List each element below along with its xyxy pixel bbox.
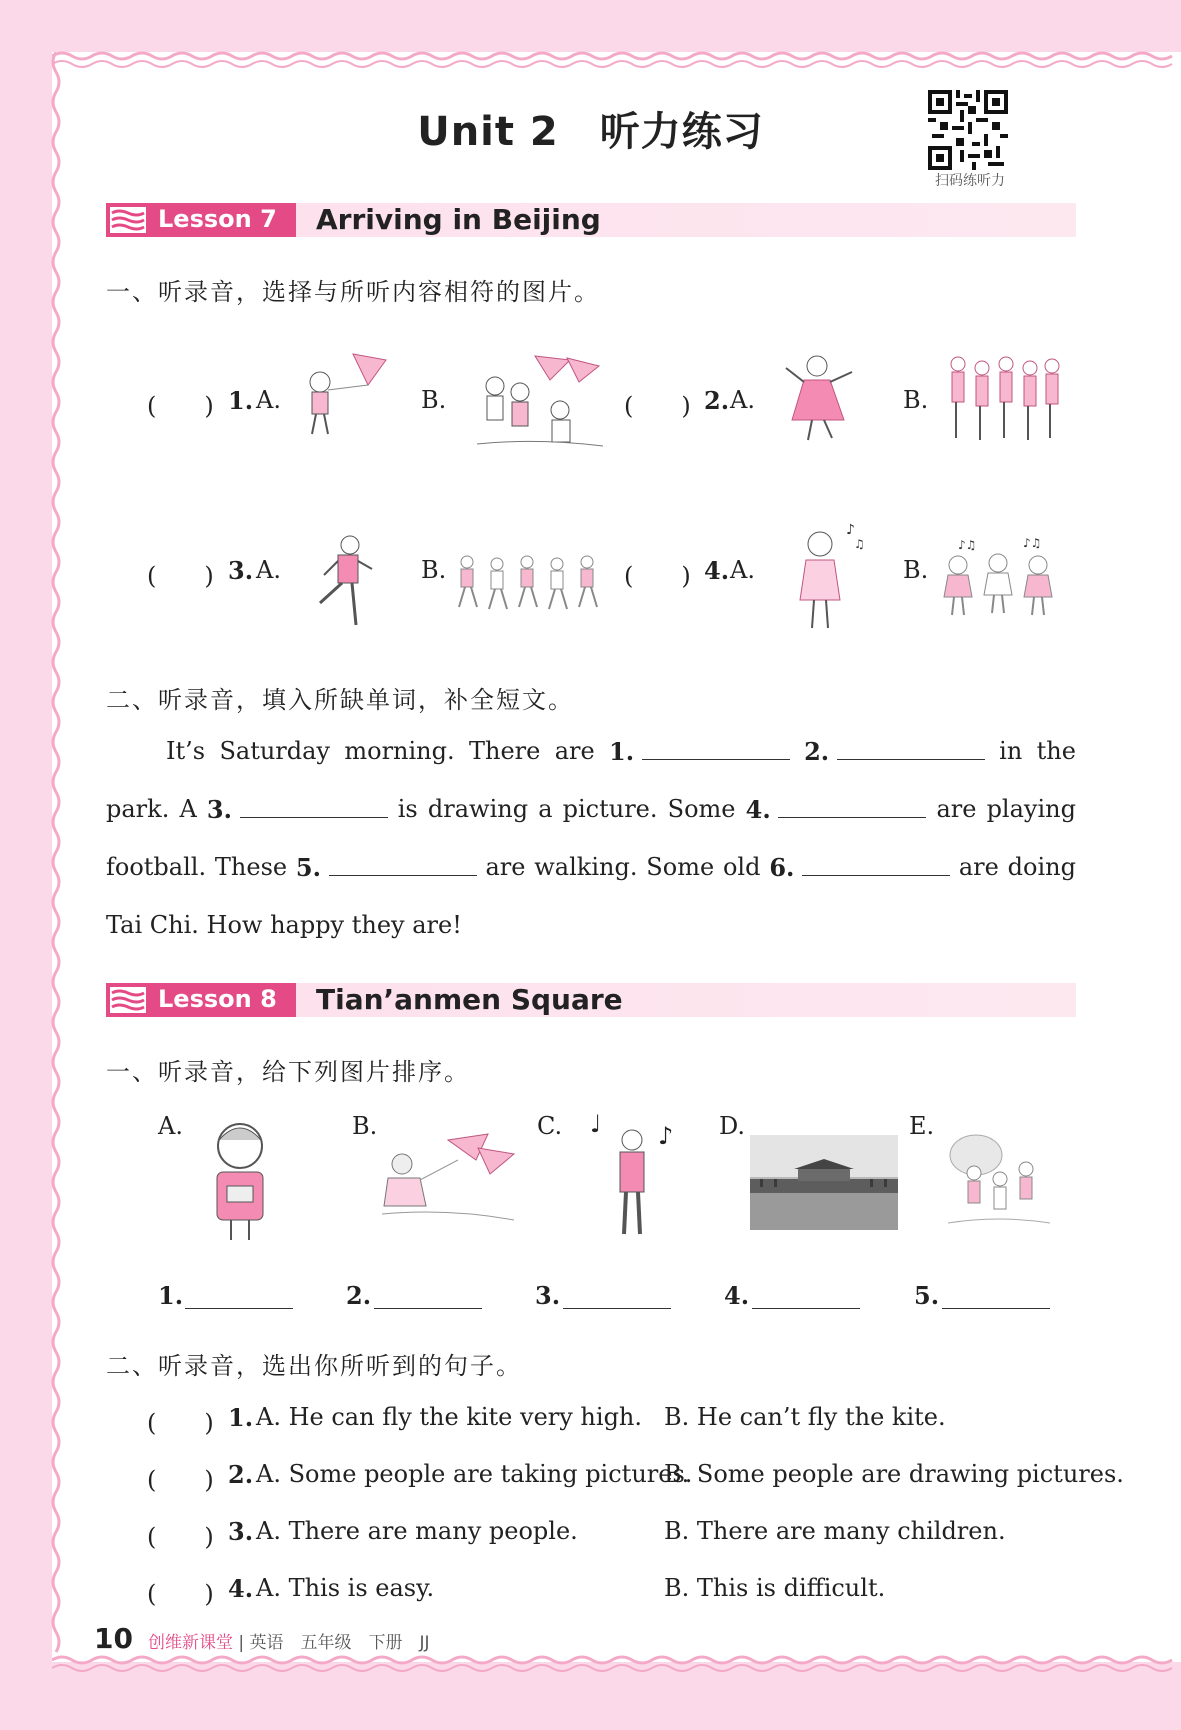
blank-6-number: 6.: [769, 853, 795, 882]
l7-q4-a: A.: [730, 556, 755, 584]
svg-text:♩: ♩: [590, 1110, 602, 1138]
l8-q1-num: 1.: [228, 1403, 254, 1432]
footer-details: 英语 五年级 下册 JJ: [249, 1633, 430, 1653]
picture-label-b: B.: [352, 1112, 378, 1140]
lesson-7-badge: [106, 203, 296, 237]
l7-q3-a: A.: [256, 556, 281, 584]
word: are: [958, 853, 999, 881]
word: picture.: [562, 795, 658, 823]
lesson-7-section-2-heading: 二、听录音，填入所缺单词，补全短文。: [106, 686, 574, 714]
l7-q2-paren[interactable]: ( ): [624, 392, 691, 420]
wave-stripes-icon: [110, 987, 146, 1013]
word: doing: [1007, 853, 1076, 881]
girl-singing-illustration: [784, 520, 869, 635]
footer-brand: 创维新课堂: [148, 1633, 233, 1653]
qr-caption: 扫码练听力: [935, 173, 1005, 189]
picture-label-e: E.: [909, 1112, 935, 1140]
blank-2[interactable]: [837, 735, 985, 760]
l8-q2-paren[interactable]: ( ): [147, 1466, 214, 1494]
svg-text:♪♫: ♪♫: [1023, 536, 1042, 550]
l7-q2-b: B.: [903, 386, 929, 414]
order-2-number: 2.: [346, 1281, 372, 1310]
kite-flying-scene-illustration: [378, 1130, 518, 1225]
word: Some: [667, 795, 736, 823]
word: old: [722, 853, 761, 881]
l8-q4-num: 4.: [228, 1574, 254, 1603]
people-taking-photos-illustration: [944, 1133, 1054, 1233]
lesson-8-badge: [106, 983, 296, 1017]
word: playing: [986, 795, 1076, 823]
blank-6[interactable]: [802, 851, 950, 876]
l7-q2-a: A.: [730, 386, 755, 414]
svg-text:♫: ♫: [854, 537, 865, 551]
passage-line-3: [106, 839, 1076, 897]
word: A: [179, 795, 197, 823]
l7-q1-paren[interactable]: ( ): [147, 392, 214, 420]
order-blank-1[interactable]: [185, 1286, 293, 1309]
lesson-7-label: Lesson 7: [158, 205, 277, 233]
l8-q2-num: 2.: [228, 1460, 254, 1489]
lesson-8-title: Tian’anmen Square: [316, 983, 623, 1016]
lesson-8-label: Lesson 8: [158, 985, 277, 1013]
footer-divider: |: [238, 1633, 245, 1653]
word: football.: [106, 853, 207, 881]
word: drawing: [427, 795, 529, 823]
blank-1-number: 1.: [609, 737, 635, 766]
l7-q4-num: 4.: [704, 556, 730, 585]
boy-running-illustration: [310, 533, 380, 633]
l7-q1-a: A.: [256, 386, 281, 414]
lesson-8-header: [106, 983, 1076, 1017]
word: the: [1036, 737, 1076, 765]
boy-flying-kite-illustration: [298, 350, 393, 440]
l8-q2-option-b[interactable]: B. Some people are drawing pictures.: [664, 1460, 1124, 1488]
word: are: [485, 853, 526, 881]
svg-text:♪: ♪: [846, 522, 855, 538]
word: a: [538, 795, 553, 823]
word: is: [397, 795, 418, 823]
l8-q4-option-a[interactable]: A. This is easy.: [256, 1574, 435, 1602]
l7-q3-paren[interactable]: ( ): [147, 562, 214, 590]
page-title: Unit 2 听力练习: [417, 109, 764, 155]
page-number: 10: [94, 1622, 133, 1655]
word: in: [999, 737, 1023, 765]
blank-4[interactable]: [778, 793, 926, 818]
tiananmen-photo: [750, 1135, 898, 1230]
l7-q1-num: 1.: [228, 386, 254, 415]
wavy-border-top: [52, 48, 1181, 72]
picture-label-a: A.: [158, 1112, 183, 1140]
l8-q3-option-b[interactable]: B. There are many children.: [664, 1517, 1006, 1545]
blank-2-number: 2.: [804, 737, 830, 766]
children-running-illustration: [455, 552, 615, 617]
lesson-7-section-1-heading: 一、听录音，选择与所听内容相符的图片。: [106, 278, 600, 306]
blank-3-number: 3.: [206, 795, 232, 824]
blank-1[interactable]: [642, 735, 790, 760]
children-flying-kites-illustration: [475, 352, 605, 452]
l8-q1-paren[interactable]: ( ): [147, 1409, 214, 1437]
picture-label-c: C.: [537, 1112, 563, 1140]
l8-q1-option-a[interactable]: A. He can fly the kite very high.: [256, 1403, 643, 1431]
blank-5[interactable]: [329, 851, 477, 876]
order-blank-5[interactable]: [942, 1286, 1050, 1309]
l8-q2-option-a[interactable]: A. Some people are taking pictures.: [256, 1460, 693, 1488]
l8-q4-option-b[interactable]: B. This is difficult.: [664, 1574, 886, 1602]
l8-q3-option-a[interactable]: A. There are many people.: [256, 1517, 578, 1545]
wavy-border-left: [48, 52, 70, 1662]
man-singing-illustration: [588, 1110, 678, 1245]
footer-info: [148, 1628, 430, 1653]
lesson-7-header: [106, 203, 1076, 237]
lesson-8-section-1-heading: 一、听录音，给下列图片排序。: [106, 1058, 470, 1086]
girl-dancing-illustration: [782, 350, 862, 445]
svg-text:♪: ♪: [658, 1122, 674, 1150]
word: park.: [106, 795, 170, 823]
order-3-number: 3.: [535, 1281, 561, 1310]
order-blank-4[interactable]: [752, 1286, 860, 1309]
word: morning.: [344, 737, 455, 765]
l7-q3-num: 3.: [228, 556, 254, 585]
word: Saturday: [219, 737, 330, 765]
l7-q2-num: 2.: [704, 386, 730, 415]
word: It’s: [166, 737, 206, 765]
wave-stripes-icon: [110, 207, 146, 233]
l8-q3-paren[interactable]: ( ): [147, 1523, 214, 1551]
passage-line-1: [106, 723, 1076, 781]
l8-q1-option-b[interactable]: B. He can’t fly the kite.: [664, 1403, 946, 1431]
picture-label-d: D.: [719, 1112, 746, 1140]
word: are: [554, 737, 595, 765]
wavy-border-bottom: [52, 1652, 1181, 1676]
l7-q3-b: B.: [421, 556, 447, 584]
l8-q4-paren[interactable]: ( ): [147, 1580, 214, 1608]
blank-4-number: 4.: [745, 795, 771, 824]
group-dancing-illustration: [944, 350, 1064, 445]
boy-with-camera-illustration: [205, 1120, 275, 1245]
l7-q4-paren[interactable]: ( ): [624, 562, 691, 590]
order-4-number: 4.: [724, 1281, 750, 1310]
passage-line-4: Tai Chi. How happy they are!: [106, 911, 462, 939]
word: These: [214, 853, 288, 881]
word: There: [468, 737, 541, 765]
blank-5-number: 5.: [295, 853, 321, 882]
order-5-number: 5.: [914, 1281, 940, 1310]
order-blank-2[interactable]: [374, 1286, 482, 1309]
passage: [106, 723, 1076, 954]
passage-line-2: [106, 781, 1076, 839]
qr-code-icon[interactable]: [928, 90, 1008, 170]
word: Some: [646, 853, 715, 881]
svg-text:♪♫: ♪♫: [958, 538, 977, 552]
lesson-8-section-2-heading: 二、听录音，选出你所听到的句子。: [106, 1352, 522, 1380]
word: walking.: [534, 853, 638, 881]
word: are: [936, 795, 977, 823]
children-singing-illustration: [938, 535, 1063, 620]
order-1-number: 1.: [158, 1281, 184, 1310]
l7-q4-b: B.: [903, 556, 929, 584]
l8-q3-num: 3.: [228, 1517, 254, 1546]
l7-q1-b: B.: [421, 386, 447, 414]
blank-3[interactable]: [240, 793, 388, 818]
order-blank-3[interactable]: [563, 1286, 671, 1309]
lesson-7-title: Arriving in Beijing: [316, 203, 601, 236]
